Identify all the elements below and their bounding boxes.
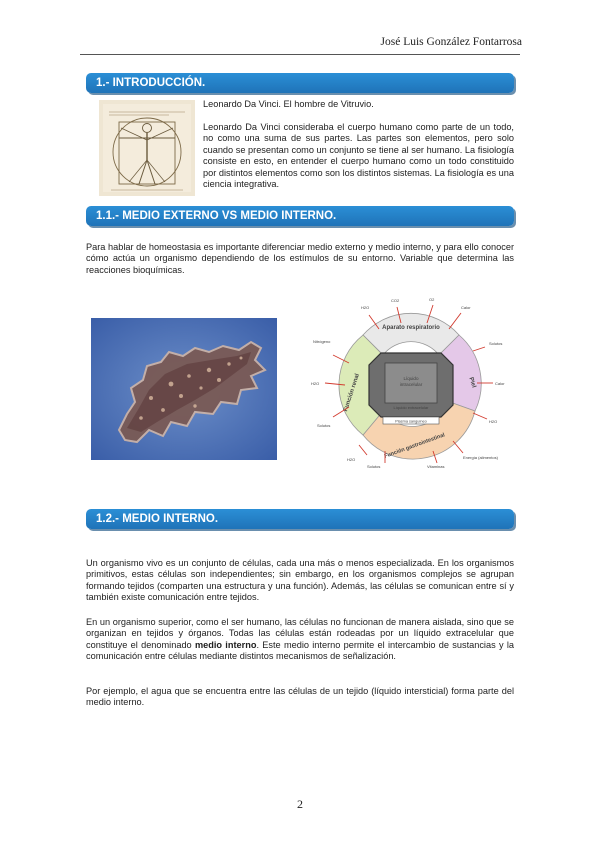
diagram-center-label-1: Líquido	[403, 376, 419, 381]
diagram-label-h2o-right: H2O	[489, 419, 498, 424]
interno-paragraph-2	[86, 617, 514, 663]
section-title-introduccion: 1.- INTRODUCCIÓN.	[86, 73, 514, 93]
header-rule	[80, 54, 520, 55]
intro-paragraph: Leonardo Da Vinci consideraba el cuerpo humano como parte de un todo, no como una suma de sus partes. Las partes son elementos, pero solo cuando se presentan como un conjunto se tiene al ser humano. La fisiología consiste en esto, en entender el cuerpo humano como un todo constituido por distintos elementos como son los distintos sistemas. La fisiología es una ciencia integrativa.	[203, 122, 514, 190]
amoeba-micrograph	[91, 318, 277, 460]
homeostasis-diagram	[303, 293, 519, 470]
diagram-gi-label: Función gastrointestinal	[383, 432, 446, 460]
diagram-label-calor-right: Calor	[495, 381, 505, 386]
diagram-label-energia: Energía (alimentos)	[463, 455, 498, 460]
diagram-plasma-label: Plasma sanguíneo	[395, 419, 427, 424]
diagram-center-label-2: intracelular	[399, 382, 423, 387]
diagram-label-h2o-left: H2O	[311, 381, 320, 386]
diagram-label-h2o-bottom: H2O	[347, 457, 356, 462]
diagram-label-solutos-right: Solutos	[489, 341, 503, 346]
intro-caption: Leonardo Da Vinci. El hombre de Vitruvio.	[203, 99, 374, 109]
vitruvian-man-image	[99, 100, 195, 196]
diagram-label-nitrogeno: Nitrógeno	[313, 339, 331, 344]
diagram-respiratory-label: Aparato respiratorio	[382, 325, 440, 331]
interno-paragraph-2-start: En un organismo superior, como el ser humano, las células no funcionan de manera aislada, sino que se organizan en tejidos y órganos. Todas las células están rodeadas por un líquido extracelular que constituye el denominado	[86, 617, 514, 650]
interno-paragraph-3: Por ejemplo, el agua que se encuentra entre las células de un tejido (líquido intersticial) forma parte del medio interno.	[86, 686, 514, 708]
diagram-label-calor-top: Calor	[461, 305, 471, 310]
section-title-medio-interno: 1.2.- MEDIO INTERNO.	[86, 509, 514, 529]
diagram-skin-label: Piel	[467, 376, 477, 389]
page-number: 2	[297, 797, 303, 811]
diagram-label-solutos-bottom: Solutos	[367, 464, 381, 469]
diagram-label-o2: O2	[429, 297, 435, 302]
diagram-label-solutos-left: Solutos	[317, 423, 331, 428]
diagram-label-vitaminas: Vitaminas	[427, 464, 445, 469]
interno-paragraph-1: Un organismo vivo es un conjunto de células, cada una más o menos especializada. En los organismos primitivos, estas células son independientes; sin embargo, en los organismos complejos se agrupan formando tejidos (comparten una estructura y una función). Además, las células se comunican entre sí y también existe comunicación entre tejidos.	[86, 558, 514, 603]
section-title-medio-externo: 1.1.- MEDIO EXTERNO VS MEDIO INTERNO.	[86, 206, 514, 226]
diagram-label-co2: CO2	[391, 298, 400, 303]
medio-interno-term: medio interno	[194, 639, 257, 650]
diagram-label-h2o-top: H2O	[361, 305, 370, 310]
interno-paragraph-2-end: . Este medio interno permite el intercambio de sustancias y la comunicación entre células mediante distintos mecanismos de señalización.	[86, 639, 514, 662]
author-name: José Luis González Fontarrosa	[380, 36, 522, 48]
diagram-extracellular-label: Líquido extracelular	[393, 405, 429, 410]
diagram-renal-label: Función renal	[343, 373, 361, 413]
externo-paragraph: Para hablar de homeostasia es importante diferenciar medio externo y medio interno, y para ello conocer cómo actúa un organismo dependiendo de los estímulos de su entorno. Variable que determina las reacciones bioquímicas.	[86, 242, 514, 275]
